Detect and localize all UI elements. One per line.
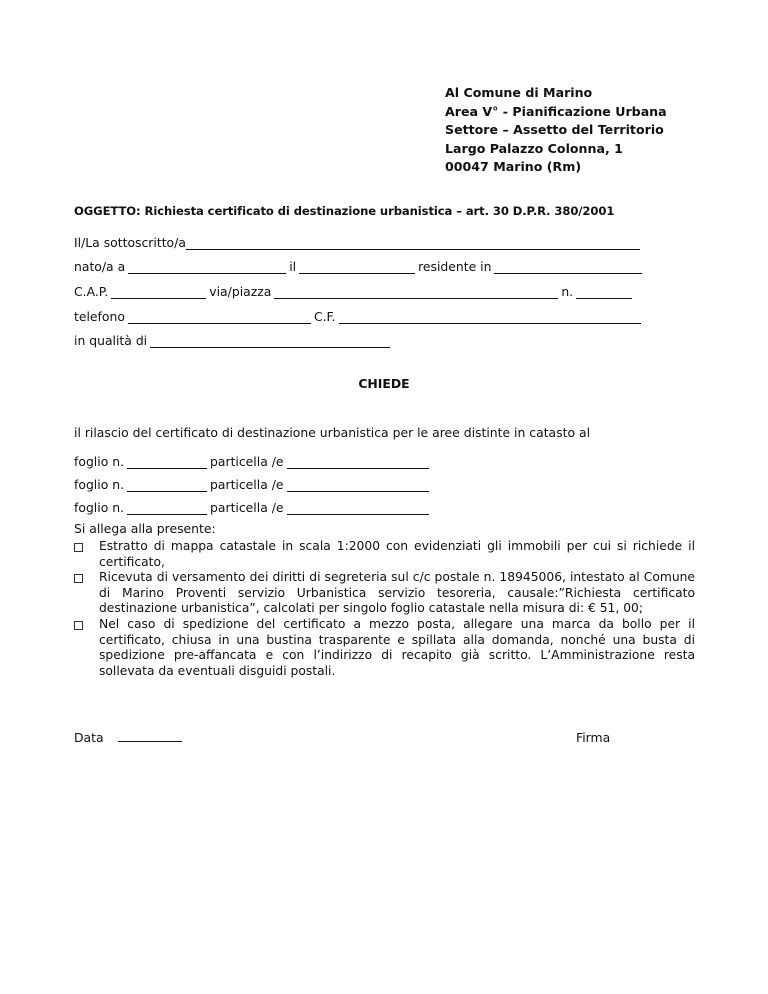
civic-number-label: n. xyxy=(561,284,574,299)
list-item xyxy=(74,570,695,617)
particella-label: particella /e xyxy=(210,500,284,515)
qualita-row xyxy=(74,330,393,348)
il-label: il xyxy=(289,259,297,274)
checkbox-icon[interactable] xyxy=(74,621,83,630)
recipient-line: Settore – Assetto del Territorio xyxy=(445,122,664,138)
foglio-label: foglio n. xyxy=(74,477,125,492)
cf-label: C.F. xyxy=(313,309,336,324)
parcel-row xyxy=(74,497,432,515)
cf-field[interactable] xyxy=(339,311,641,324)
checkbox-icon[interactable] xyxy=(74,574,83,583)
cap-label: C.A.P. xyxy=(74,284,109,299)
qualita-label: in qualità di xyxy=(74,333,148,348)
telefono-label: telefono xyxy=(74,309,125,324)
attachment-text: Estratto di mappa catastale in scala 1:2000 con evidenziati gli immobili per cui si richiede il certificato, xyxy=(99,539,695,569)
via-label: via/piazza xyxy=(209,284,272,299)
intro-text: il rilascio del certificato di destinazione urbanistica per le aree distinte in catasto al xyxy=(74,425,591,440)
particella-field[interactable] xyxy=(287,479,429,492)
foglio-label: foglio n. xyxy=(74,500,125,515)
recipient-address xyxy=(445,84,667,177)
date-field[interactable] xyxy=(118,727,182,742)
foglio-field[interactable] xyxy=(127,502,207,515)
telefono-field[interactable] xyxy=(128,311,311,324)
recipient-line: Largo Palazzo Colonna, 1 xyxy=(445,140,623,156)
phone-cf-row xyxy=(74,306,644,324)
firma-label: Firma xyxy=(576,730,611,745)
birthdate-field[interactable] xyxy=(299,261,415,274)
address-row xyxy=(74,281,635,299)
sottoscritto-field[interactable] xyxy=(186,237,640,250)
chiede-heading: CHIEDE xyxy=(358,376,410,391)
attachments-list xyxy=(74,539,695,679)
sottoscritto-row xyxy=(74,232,643,250)
nato-label: nato/a a xyxy=(74,259,126,274)
attachments-title: Si allega alla presente: xyxy=(74,521,216,536)
particella-label: particella /e xyxy=(210,477,284,492)
street-field[interactable] xyxy=(274,286,558,299)
list-item xyxy=(74,617,695,679)
birthplace-field[interactable] xyxy=(128,261,286,274)
sottoscritto-label: Il/La sottoscritto/a xyxy=(74,235,186,250)
list-item xyxy=(74,539,695,570)
foglio-field[interactable] xyxy=(127,456,207,469)
civic-number-field[interactable] xyxy=(576,286,632,299)
recipient-line: Area V° - Pianificazione Urbana xyxy=(445,103,667,119)
birth-residence-row xyxy=(74,256,645,274)
attachment-text: Ricevuta di versamento dei diritti di segreteria sul c/c postale n. 18945006, intestato al Comune di Marino Proventi servizio Urbanistica servizio tesoreria, causale:”Richiesta certificato destinazione urbanistica”, calcolati per singolo foglio catastale nella misura di: € 51, 00; xyxy=(99,570,695,616)
checkbox-icon[interactable] xyxy=(74,543,83,552)
cap-field[interactable] xyxy=(111,286,206,299)
foglio-label: foglio n. xyxy=(74,454,125,469)
data-label: Data xyxy=(74,730,104,745)
parcel-row xyxy=(74,474,432,492)
residente-label: residente in xyxy=(418,259,492,274)
attachment-text: Nel caso di spedizione del certificato a mezzo posta, allegare una marca da bollo per il certificato, chiusa in una bustina trasparente e spillata alla domanda, nonché una busta di spedizione pre-affancata e con l’indirizzo di recapito già scritto. L’Amministrazione resta sollevata da eventuali disguidi postali. xyxy=(99,616,695,678)
particella-field[interactable] xyxy=(287,456,429,469)
recipient-line: 00047 Marino (Rm) xyxy=(445,159,582,175)
recipient-line: Al Comune di Marino xyxy=(445,85,593,100)
parcel-row xyxy=(74,451,432,469)
foglio-field[interactable] xyxy=(127,479,207,492)
subject-line: OGGETTO: Richiesta certificato di destinazione urbanistica – art. 30 D.P.R. 380/2001 xyxy=(74,204,615,218)
residence-field[interactable] xyxy=(494,261,642,274)
qualita-field[interactable] xyxy=(150,335,390,348)
particella-label: particella /e xyxy=(210,454,284,469)
particella-field[interactable] xyxy=(287,502,429,515)
